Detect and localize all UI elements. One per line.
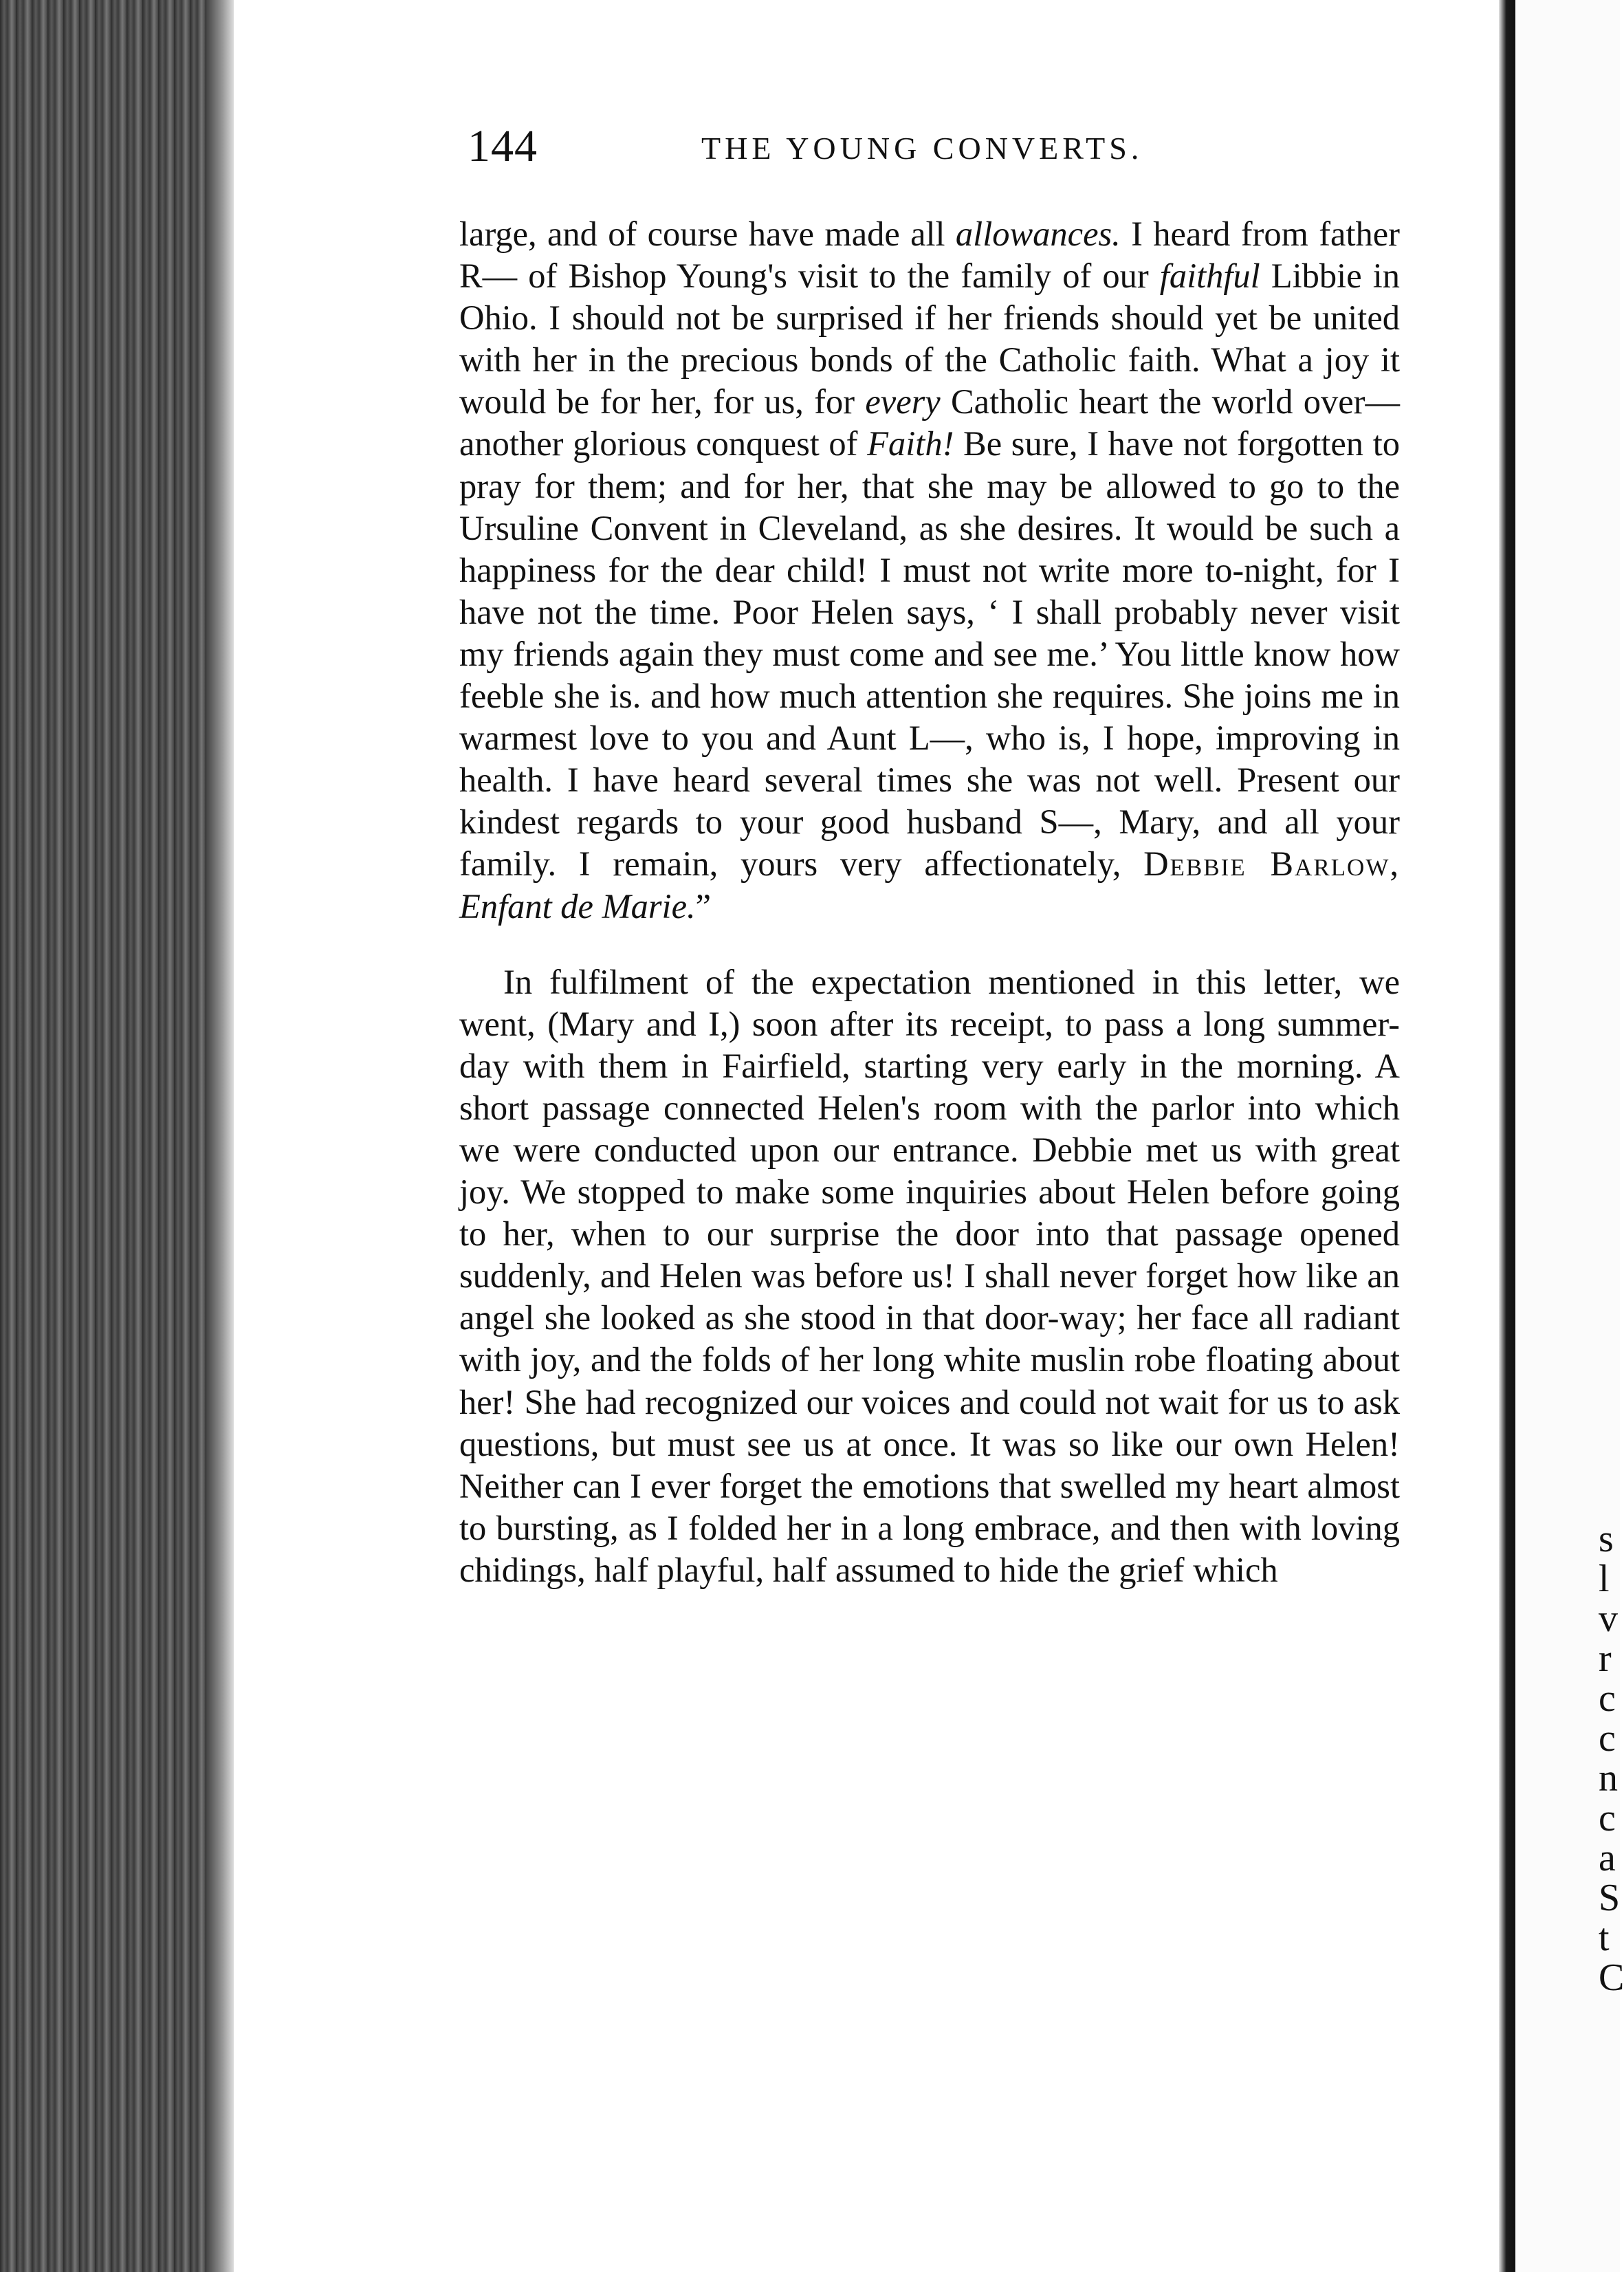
adjacent-page-fragment: c xyxy=(1599,1797,1616,1839)
paragraph-letter-end xyxy=(459,213,1400,928)
adjacent-page-fragment: s xyxy=(1599,1518,1614,1560)
paragraph-narrative: In fulfilment of the expectation mentioned in this letter, we went, (Mary and I,) soon after its receipt, to pass a long summer-day with them in Fairfield, starting very early in the morning. A short passage connected Helen's room with the parlor into which we were conducted upon our entrance. Debbie met us with great joy. We stopped to make some inquiries about Helen before going to her, when to our surprise the door into that passage opened suddenly, and Helen was before us! I shall never forget how like an angel she looked as she stood in that door-way; her face all radiant with joy, and the folds of her long white muslin robe floating about her! She had recognized our voices and could not wait for us to ask questions, but must see us at once. It was so like our own Helen! Neither can I ever forget the emotions that swelled my heart almost to bursting, as I folded her in a long embrace, and then with loving chidings, half playful, half assumed to hide the grief which xyxy=(459,962,1400,1589)
text-run: Libbie in Ohio. I should not be surprised if her friends should yet be united with her in the precious bonds of the Catholic faith. What a joy it would be for her, for us, for xyxy=(459,256,1400,422)
text-run: Be sure, I have not forgotten to pray for them; and for her, that she may be allowed to go to the Ursuline Convent in Cleveland, as she desires. It would be such a happiness for the dear child! I must not write more to-night, for I have not the time. Poor Helen says, ‘ I shall probably never visit my friends again they must come and see me.’ You little know how feeble she is. and how much attention she requires. She joins me in warmest love to you and Aunt L—, who is, I hope, improving in health. I have heard several times she was not well. Present our kindest regards to your good husband S—, Mary, and all your family. I remain, yours very affectionately, xyxy=(459,424,1400,884)
italic-text: every xyxy=(865,382,941,422)
italic-text: allowances. xyxy=(955,215,1121,253)
adjacent-page-fragment: r xyxy=(1599,1637,1612,1680)
adjacent-page-fragment: C xyxy=(1599,1956,1624,1999)
text-run: I heard from father R— of Bishop Young's visit to the family of our xyxy=(459,215,1400,296)
text-run: Catholic heart the world over—another glorious conquest of xyxy=(459,382,1400,463)
running-title: THE YOUNG CONVERTS. xyxy=(701,131,1143,166)
adjacent-page-fragment: n xyxy=(1599,1757,1618,1800)
text-run: large, and of course have made all xyxy=(459,215,956,253)
adjacent-page-fragment: S xyxy=(1599,1877,1621,1919)
adjacent-page-fragment: c xyxy=(1599,1717,1616,1760)
book-edge-left xyxy=(0,0,234,2272)
adjacent-page-fragment: c xyxy=(1599,1677,1616,1720)
italic-text: Faith! xyxy=(867,424,954,463)
page-number: 144 xyxy=(468,121,538,171)
adjacent-page-fragment: t xyxy=(1599,1916,1610,1959)
book-gutter xyxy=(1499,0,1515,2272)
body-text xyxy=(459,213,1400,1591)
signature-name: Debbie Barlow, xyxy=(1143,844,1400,884)
italic-text: faithful xyxy=(1159,256,1260,296)
closing-quote: ” xyxy=(695,886,712,926)
adjacent-page-fragment: l xyxy=(1599,1558,1610,1600)
adjacent-page-fragment: a xyxy=(1599,1837,1616,1879)
adjacent-page-fragment: v xyxy=(1599,1597,1618,1640)
signature-title: Enfant de Marie. xyxy=(459,886,696,926)
page-header xyxy=(468,120,1403,175)
